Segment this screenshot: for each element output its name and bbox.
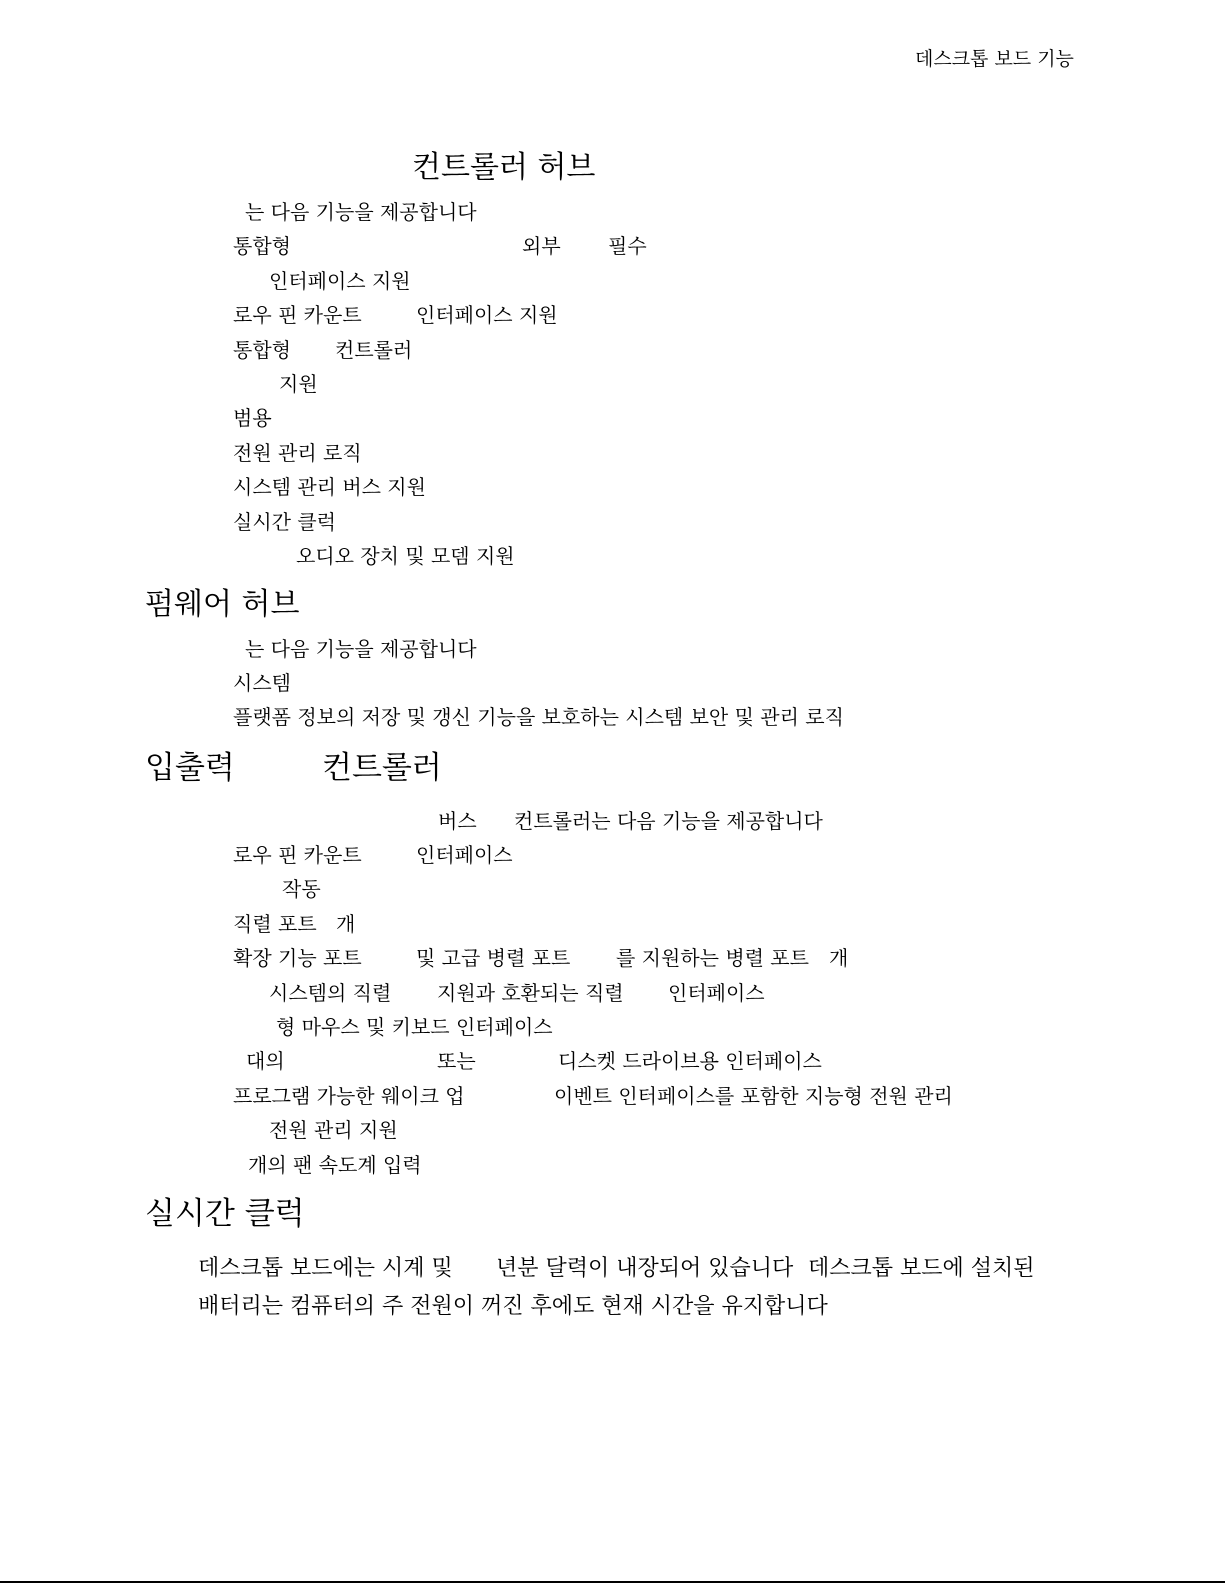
io-item7-c: 디스켓 드라이브용 인터페이스	[558, 1049, 822, 1073]
io-item3-a: 직렬 포트	[233, 912, 317, 936]
rtc-line1-c: 데스크톱 보드에 설치된	[808, 1256, 1035, 1281]
rtc-line1-a: 데스크톱 보드에는 시계 및	[198, 1256, 453, 1281]
fh-item1: 시스템	[233, 671, 291, 695]
io-item5-c: 인터페이스	[668, 981, 765, 1005]
io-item7-a: 대의	[246, 1049, 285, 1073]
io-item10: 개의 팬 속도계 입력	[248, 1153, 422, 1177]
io-item7-b: 또는	[437, 1049, 476, 1073]
ch-item8: 시스템 관리 버스 지원	[233, 475, 426, 499]
ch-item7: 전원 관리 로직	[233, 441, 362, 465]
io-item3-b: 개	[336, 912, 356, 936]
ch-item10: 오디오 장치 및 모뎀 지원	[296, 544, 515, 568]
io-item9: 전원 관리 지원	[269, 1118, 398, 1142]
io-intro-a: 버스	[438, 809, 477, 833]
io-item8-a: 프로그램 가능한 웨이크 업	[233, 1084, 465, 1108]
io-item4-b: 및 고급 병렬 포트	[416, 946, 571, 970]
io-item6: 형 마우스 및 키보드 인터페이스	[276, 1015, 553, 1039]
io-item5-b: 지원과 호환되는 직렬	[437, 981, 624, 1005]
rtc-line1-b: 년분 달력이 내장되어 있습니다	[496, 1256, 794, 1281]
fh-item2: 플랫폼 정보의 저장 및 갱신 기능을 보호하는 시스템 보안 및 관리 로직	[233, 705, 844, 729]
ch-item3-a: 로우 핀 카운트	[233, 303, 362, 327]
firmware-hub-title: 펌웨어 허브	[145, 587, 300, 622]
ch-item4-b: 컨트롤러	[335, 338, 413, 362]
io-item1-a: 로우 핀 카운트	[233, 843, 362, 867]
controller-hub-intro: 는 다음 기능을 제공합니다	[245, 200, 477, 224]
io-item8-b: 이벤트 인터페이스를 포함한 지능형 전원 관리	[554, 1084, 953, 1108]
io-controller-title-b: 컨트롤러	[322, 750, 442, 786]
ch-item4-a: 통합형	[233, 338, 291, 362]
io-item1-b: 인터페이스	[416, 843, 513, 867]
io-item4-d: 개	[829, 946, 849, 970]
page-header-title: 데스크톱 보드 기능	[915, 48, 1074, 70]
ch-item1-c: 필수	[608, 234, 647, 258]
io-intro-b: 컨트롤러는 다음 기능을 제공합니다	[514, 809, 823, 833]
ch-item9: 실시간 클럭	[233, 510, 336, 534]
io-item4-a: 확장 기능 포트	[233, 946, 362, 970]
rtc-line2: 배터리는 컴퓨터의 주 전원이 꺼진 후에도 현재 시간을 유지합니다	[198, 1294, 828, 1319]
rtc-title: 실시간 클럭	[145, 1196, 305, 1232]
firmware-hub-intro: 는 다음 기능을 제공합니다	[245, 637, 477, 661]
io-item5-a: 시스템의 직렬	[269, 981, 392, 1005]
ch-item1-b: 외부	[522, 234, 561, 258]
io-item4-c: 를 지원하는 병렬 포트	[616, 946, 809, 970]
ch-item1-a: 통합형	[233, 234, 291, 258]
io-item2: 작동	[282, 877, 321, 901]
ch-item3-b: 인터페이스 지원	[416, 303, 558, 327]
ch-item6: 범용	[233, 406, 272, 430]
io-controller-title-a: 입출력	[145, 750, 235, 786]
controller-hub-title: 컨트롤러 허브	[412, 150, 596, 185]
page-bottom-rule	[0, 1581, 1225, 1583]
ch-item2: 인터페이스 지원	[269, 269, 411, 293]
ch-item5: 지원	[279, 372, 318, 396]
